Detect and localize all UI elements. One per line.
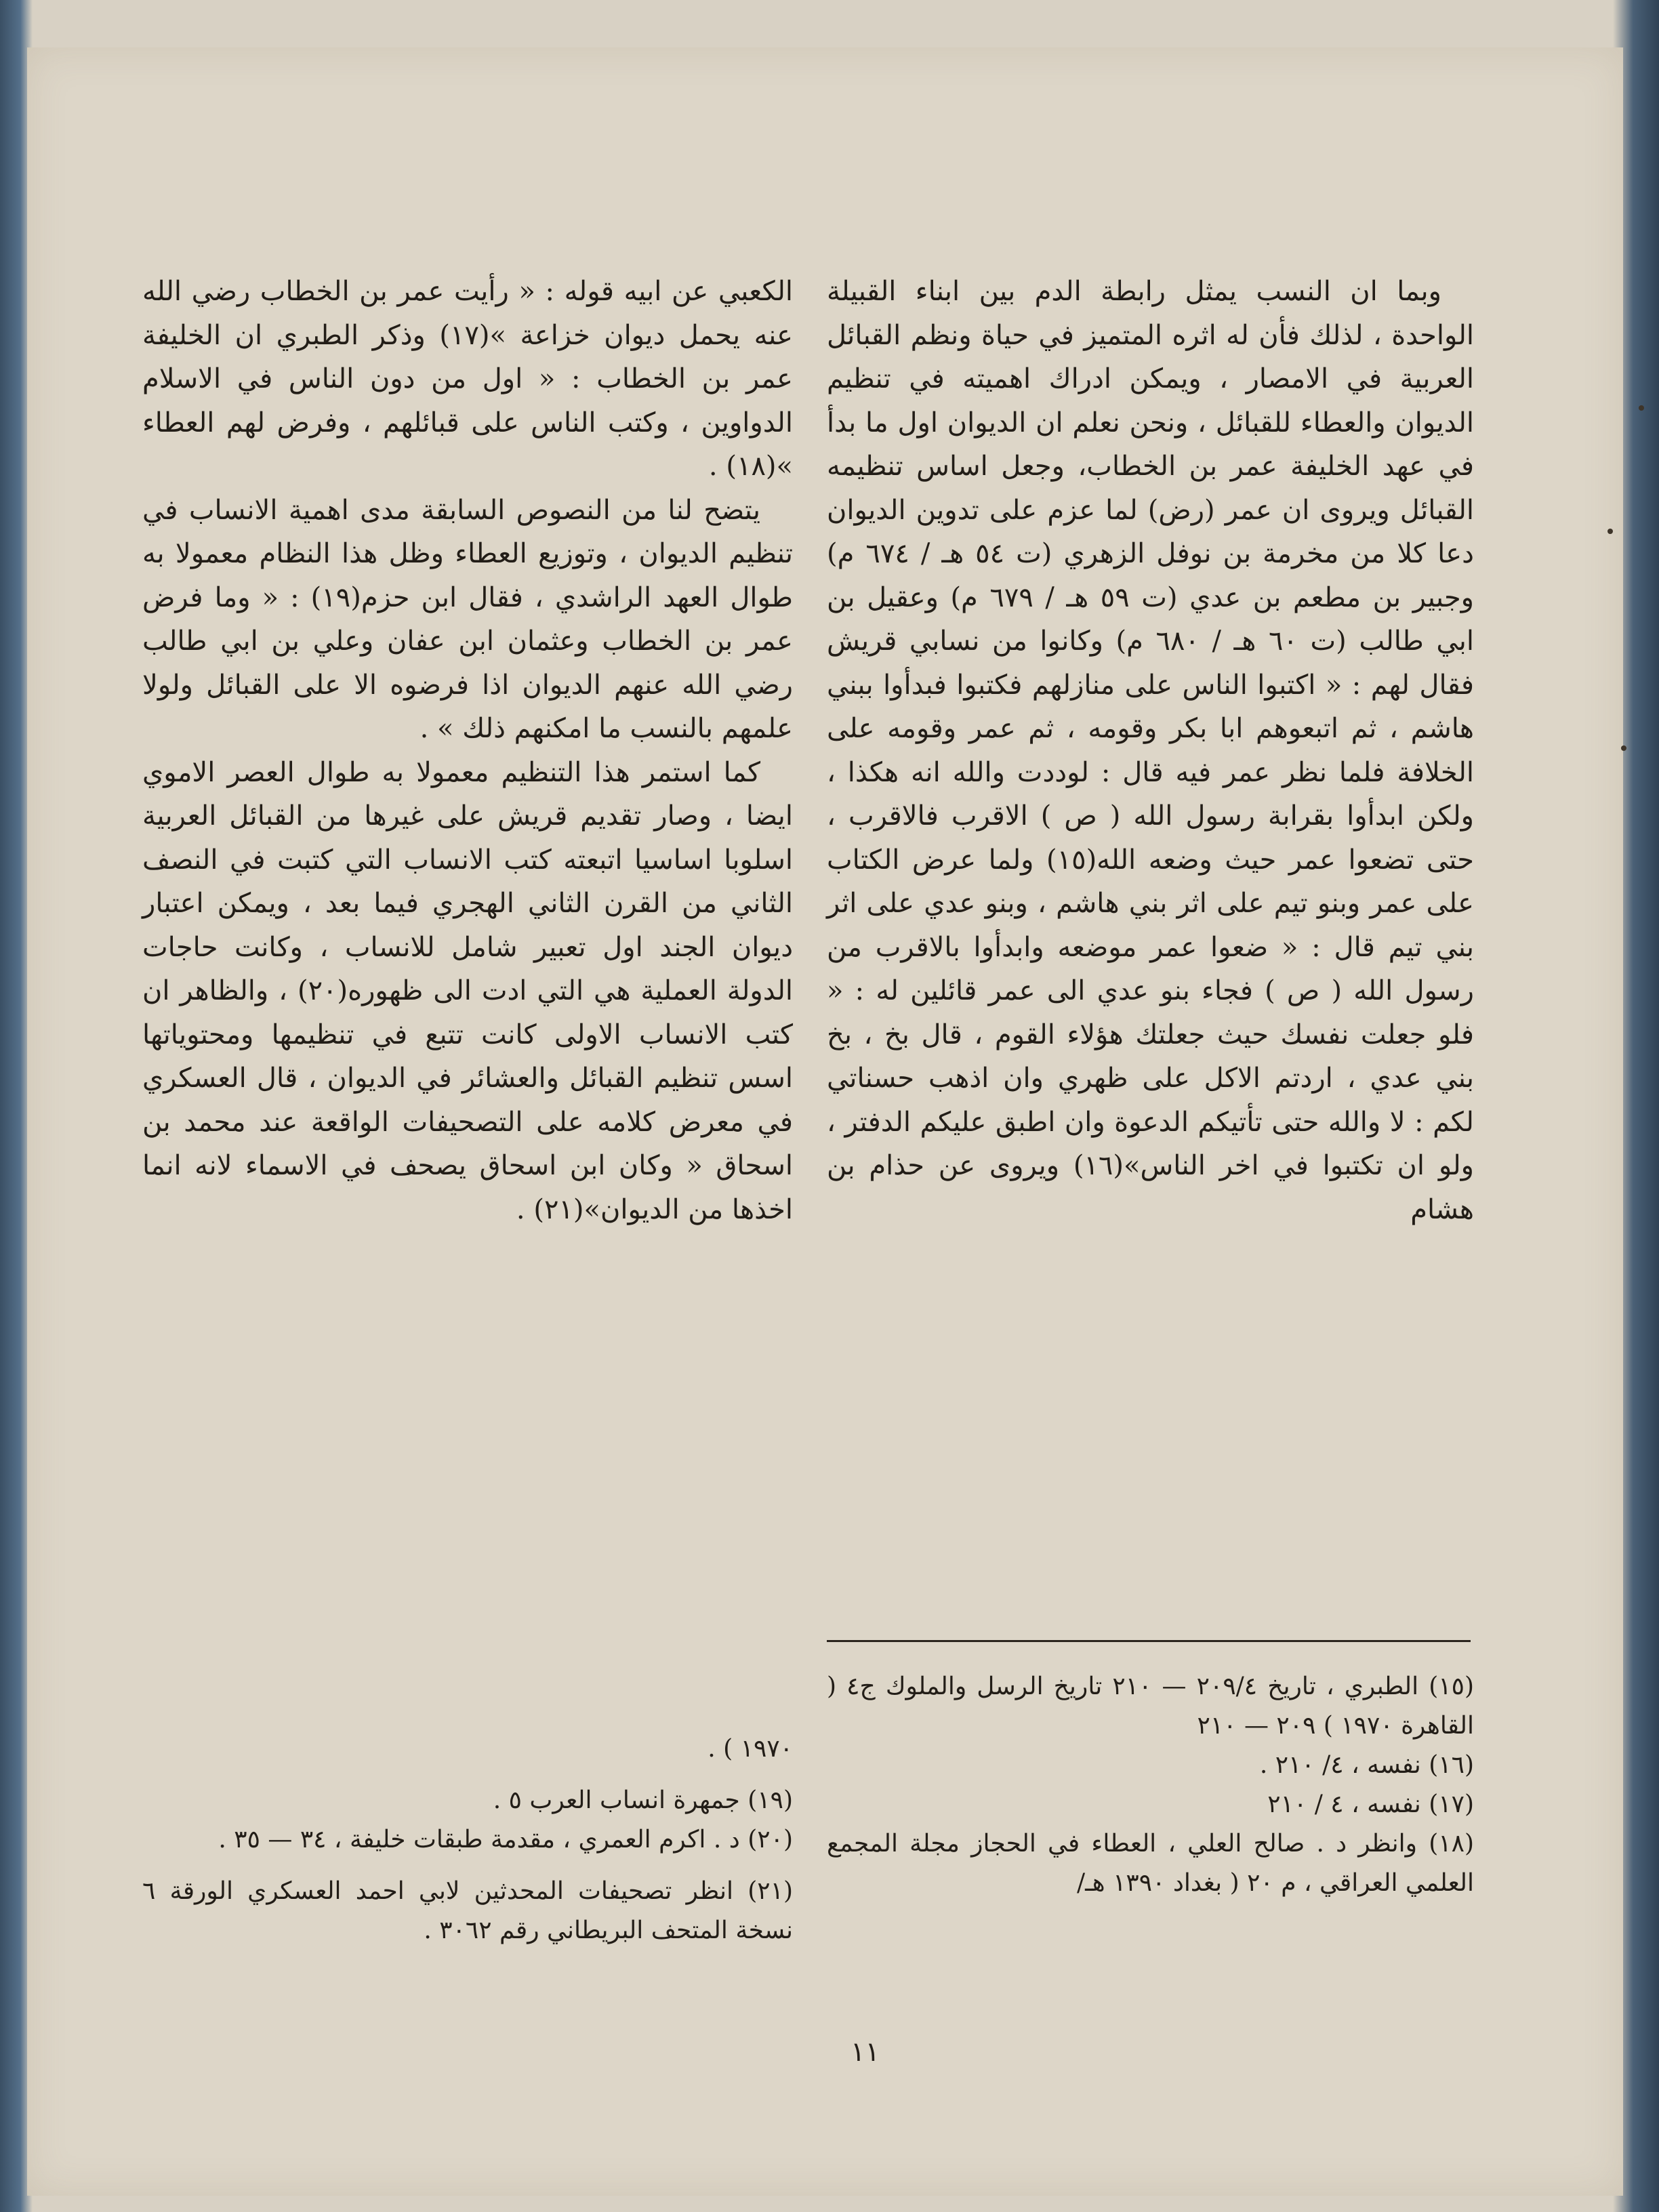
body-paragraph: وبما ان النسب يمثل رابطة الدم بين ابناء القبيلة الواحدة ، لذلك فأن له اثره المتميز في حياة ونظم القبائل العربية في الامصار ، ويمكن ادراك اهميته في تنظيم الديوان والعطاء للقبائل ، ونحن نعلم ان الديوان اول ما بدأ في عهد الخليفة عمر بن الخطاب، وجعل اساس تنظيمه القبائل ويروى ان عمر (رض) لما عزم على تدوين الديوان دعا كلا من مخرمة بن نوفل الزهري (ت ٥٤ هـ / ٦٧٤ م) وجبير بن مطعم بن عدي (ت ٥٩ هـ / ٦٧٩ م) وعقيل بن ابي طالب (ت ٦٠ هـ / ٦٨٠ م) وكانوا من نسابي قريش فقال لهم : « اكتبوا الناس على منازلهم فكتبوا فبدأوا ببني هاشم ، ثم اتبعوهم ابا بكر وقومه ، ثم عمر وقومه على الخلافة فلما نظر عمر فيه قال : لوددت والله انه هكذا ، ولكن ابدأوا بقرابة رسول الله ( ص ) الاقرب فالاقرب ، حتى تضعوا عمر حيث وضعه الله(١٥) ولما عرض الكتاب على عمر وبنو تيم على اثر بني هاشم ، وبنو عدي على اثر بني تيم قال : « ضعوا عمر موضعه وابدأوا بالاقرب من رسول الله ( ص ) فجاء بنو عدي الى عمر قائلين له : « فلو جعلت نفسك حيث جعلتك هؤلاء القوم ، قال بخ ، بخ بني عدي ، اردتم الاكل على ظهري وان اذهب حسناتي لكم : لا والله حتى تأتيكم الدعوة وان اطبق عليكم الدفتر ، ولو ان تكتبوا في اخر الناس»(١٦) ويروى عن حذام بن هشام [827, 276, 1474, 1225]
right-column [827, 270, 1474, 1231]
footnote: (١٦) نفسه ، ٤/ ٢١٠ . [1259, 1751, 1474, 1779]
footnotes-left [142, 1729, 793, 1950]
margin-dot [1639, 405, 1644, 411]
footnotes-right [827, 1667, 1474, 1903]
footnote: (١٩) جمهرة انساب العرب ٥ . [493, 1786, 793, 1814]
page-number: ١١ [851, 2036, 880, 2068]
margin-dot [1621, 745, 1626, 751]
footnote: (١٧) نفسه ، ٤ / ٢١٠ [1267, 1790, 1474, 1818]
left-column [142, 270, 793, 1231]
footnote-continuation: ١٩٧٠ ) . [708, 1735, 793, 1763]
body-paragraph: يتضح لنا من النصوص السابقة مدى اهمية الانساب في تنظيم الديوان ، وتوزيع العطاء وظل هذا النظام معمولا به طوال العهد الراشدي ، فقال ابن حزم(١٩) : « وما فرض عمر بن الخطاب وعثمان ابن عفان وعلي بن ابي طالب رضي الله عنهم الديوان اذا فرضوه الا على القبائل ولولا علمهم بالنسب ما امكنهم ذلك » . [142, 494, 794, 744]
footnote: (٢٠) د . اكرم العمري ، مقدمة طبقات خليفة ، ٣٤ — ٣٥ . [218, 1826, 793, 1853]
footnote: (١٥) الطبري ، تاريخ ٢٠٩/٤ — ٢١٠ تاريخ الرسل والملوك ج٤ ( القاهرة ١٩٧٠ ) ٢٠٩ — ٢١٠ [827, 1673, 1474, 1740]
footnote: (١٨) وانظر د . صالح العلي ، العطاء في الحجاز مجلة المجمع العلمي العراقي ، م ٢٠ ( بغداد ١٣٩٠ هـ/ [827, 1830, 1474, 1897]
footnote-divider [827, 1640, 1471, 1642]
footnote: (٢١) انظر تصحيفات المحدثين لابي احمد العسكري الورقة ٦ نسخة المتحف البريطاني رقم ٣٠٦٢ . [142, 1877, 793, 1944]
body-paragraph: الكعبي عن ابيه قوله : « رأيت عمر بن الخطاب رضي الله عنه يحمل ديوان خزاعة »(١٧) وذكر الطبري ان الخليفة عمر بن الخطاب : « اول من دون الناس في الاسلام الدواوين ، وكتب الناس على قبائلهم ، وفرض لهم العطاء »(١٨) . [142, 276, 794, 482]
body-paragraph: كما استمر هذا التنظيم معمولا به طوال العصر الاموي ايضا ، وصار تقديم قريش على غيرها من القبائل العربية اسلوبا اساسيا اتبعته كتب الانساب التي كتبت في النصف الثاني من القرن الثاني الهجري فيما بعد ، ويمكن اعتبار ديوان الجند اول تعبير شامل للانساب ، وكانت حاجات الدولة العملية هي التي ادت الى ظهوره(٢٠) ، والظاهر ان كتب الانساب الاولى كانت تتبع في تنظيمها ومحتوياتها اسس تنظيم القبائل والعشائر في الديوان ، قال العسكري في معرض كلامه على التصحيفات الواقعة عند محمد بن اسحاق « وكان ابن اسحاق يصحف في الاسماء لانه انما اخذها من الديوان»(٢١) . [142, 756, 793, 1225]
margin-dot [1607, 529, 1613, 534]
